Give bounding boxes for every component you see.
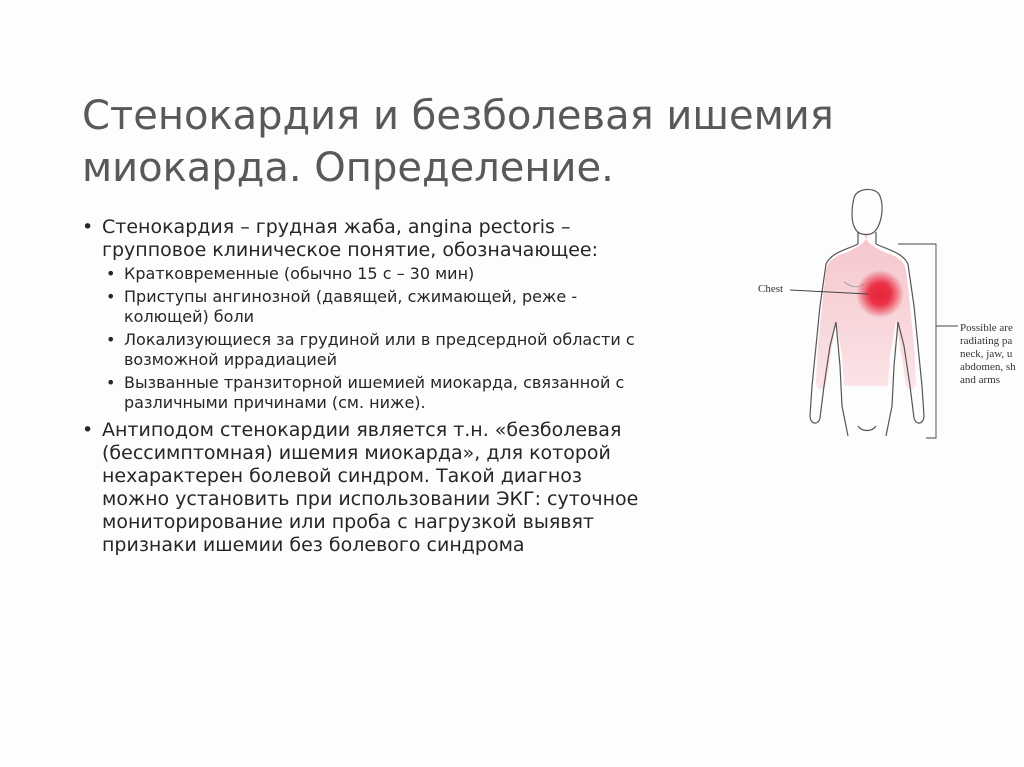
radiation-label-line: and arms bbox=[960, 374, 1001, 386]
radiation-label-line: Possible are bbox=[960, 322, 1013, 334]
bullet-silent-ischemia bbox=[82, 419, 752, 557]
bullet-text-line: мониторирование или проба с нагрузкой выявят bbox=[102, 511, 594, 533]
slide-content bbox=[82, 216, 752, 559]
sub-bullet-list bbox=[82, 264, 752, 413]
bullet-text-line: (бессимптомная) ишемия миокарда», для которой bbox=[102, 442, 611, 464]
radiation-label bbox=[960, 322, 1016, 387]
radiation-label-line: abdomen, sh bbox=[960, 361, 1016, 373]
slide-title-line-1: Стенокардия и безболевая ишемия bbox=[82, 93, 834, 139]
slide-title bbox=[82, 90, 882, 194]
body-outline-illustration bbox=[748, 186, 1024, 448]
bullet-text-line: нехарактерен болевой синдром. Такой диагноз bbox=[102, 465, 582, 487]
bullet-text-line: групповое клиническое понятие, обозначающее: bbox=[102, 239, 598, 261]
sub-bullet-text-line: • Кратковременные (обычно 15 с – 30 мин) bbox=[124, 264, 475, 283]
sub-bullet-text-line: возможной иррадиацией bbox=[124, 350, 338, 369]
radiation-label-line: radiating pa bbox=[960, 335, 1013, 347]
bullet-angina-definition bbox=[82, 216, 752, 262]
chest-label: Chest bbox=[758, 283, 784, 295]
slide-title-line-2: миокарда. Определение. bbox=[82, 145, 614, 191]
sub-bullet-localization bbox=[82, 330, 752, 370]
sub-bullet-text-line: • Вызванные транзиторной ишемией миокарда, связанной с bbox=[124, 373, 625, 392]
bullet-text-line: признаки ишемии без болевого синдрома bbox=[102, 534, 525, 556]
sub-bullet-text-line: • Приступы ангинозной (давящей, сжимающей, реже - bbox=[124, 287, 578, 306]
body-pain-diagram bbox=[748, 186, 1024, 448]
bullet-text-line: можно установить при использовании ЭКГ: суточное bbox=[102, 488, 639, 510]
bullet-text-line: • Антиподом стенокардии является т.н. «безболевая bbox=[102, 419, 622, 441]
bullet-text-line: • Стенокардия – грудная жаба, angina pectoris – bbox=[102, 216, 571, 238]
sub-bullet-text-line: колющей) боли bbox=[124, 307, 255, 326]
sub-bullet-text-line: различными причинами (см. ниже). bbox=[124, 393, 426, 412]
sub-bullet-duration bbox=[82, 264, 752, 284]
radiation-label-line: neck, jaw, u bbox=[960, 348, 1013, 360]
sub-bullet-text-line: • Локализующиеся за грудиной или в предсердной области с bbox=[124, 330, 635, 349]
sub-bullet-attacks bbox=[82, 287, 752, 327]
sub-bullet-cause bbox=[82, 373, 752, 413]
